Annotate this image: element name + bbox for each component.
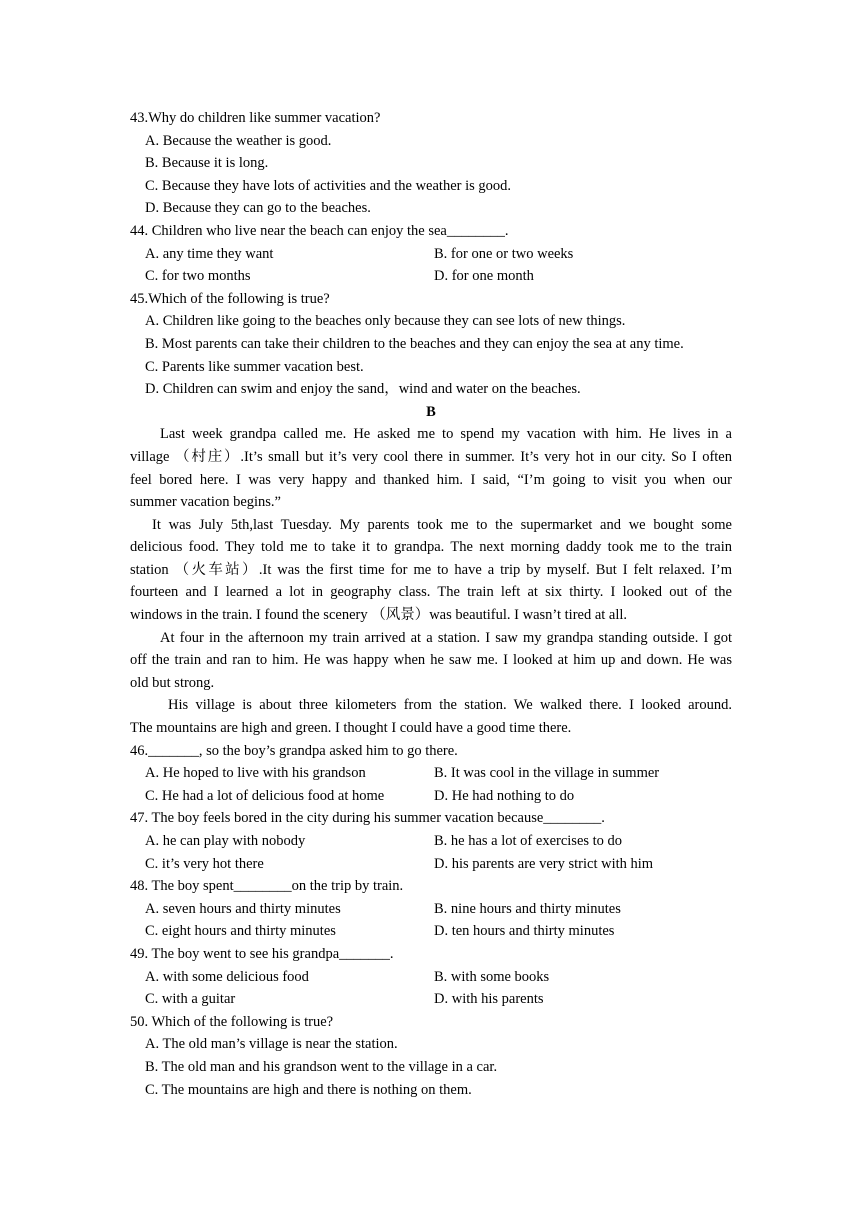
q45-option-a: A. Children like going to the beaches only because they can see lots of new things.	[145, 313, 626, 330]
passage-line: off the train and ran to him. He was happy when he saw me. I looked at him up and down. He was	[130, 652, 732, 669]
passage-paragraph-2	[130, 514, 732, 627]
passage-line: It was July 5th,last Tuesday. My parents took me to the supermarket and we bought some	[152, 516, 732, 533]
passage-line: feel bored here. I was very happy and thanked him. I said, “I’m going to visit you when our	[130, 471, 732, 488]
question-45: 45.Which of the following is true?	[130, 290, 330, 307]
q47-option-a: A. he can play with nobody	[145, 833, 306, 849]
passage-line: Last week grandpa called me. He asked me to spend my vacation with him. He lives in a	[160, 426, 732, 443]
exam-page	[130, 107, 732, 1101]
q48-option-a: A. seven hours and thirty minutes	[145, 900, 341, 917]
question-49: 49. The boy went to see his grandpa_______.	[130, 945, 394, 962]
q48-options-row-1	[130, 898, 732, 921]
q46-options-row-1	[130, 762, 732, 785]
q48-option-c: C. eight hours and thirty minutes	[145, 923, 336, 940]
q46-option-c: C. He had a lot of delicious food at home	[145, 787, 385, 804]
q49-option-b: B. with some books	[434, 968, 550, 985]
q47-option-c: C. it’s very hot there	[145, 855, 264, 872]
q47-options-row-1	[130, 830, 732, 853]
question-50: 50. Which of the following is true?	[130, 1013, 334, 1030]
q49-options-row-1	[130, 966, 732, 989]
q46-option-b: B. It was cool in the village in summer	[434, 765, 660, 782]
passage-line: village （村庄）.It’s small but it’s very cool there in summer. It’s very hot in our city. So I often	[130, 448, 732, 465]
passage-line: summer vacation begins.”	[130, 494, 281, 511]
question-43: 43.Why do children like summer vacation?	[130, 110, 381, 126]
q44-option-d: D. for one month	[434, 268, 534, 285]
q45-option-b: B. Most parents can take their children to the beaches and they can enjoy the sea at any time.	[145, 335, 684, 352]
q46-option-d: D. He had nothing to do	[434, 787, 575, 804]
q43-option-b: B. Because it is long.	[145, 155, 269, 172]
q44-option-b: B. for one or two weeks	[434, 245, 574, 262]
passage-line: old but strong.	[130, 674, 215, 691]
question-44: 44. Children who live near the beach can enjoy the sea________.	[130, 222, 509, 239]
passage-line: delicious food. They told me to take it to grandpa. The next morning daddy took me to the train	[130, 539, 732, 556]
q45-option-d: D. Children can swim and enjoy the sand，wind and water on the beaches.	[145, 381, 581, 398]
passage-line: At four in the afternoon my train arrived at a station. I saw my grandpa standing outside. I got	[160, 629, 732, 646]
q44-options-row-2	[130, 265, 732, 288]
question-48: 48. The boy spent________on the trip by train.	[130, 878, 404, 895]
q44-option-c: C. for two months	[145, 268, 251, 285]
question-47: 47. The boy feels bored in the city during his summer vacation because________.	[130, 810, 605, 827]
q48-option-d: D. ten hours and thirty minutes	[434, 923, 615, 940]
q46-option-a: A. He hoped to live with his grandson	[145, 765, 366, 782]
passage-paragraph-3	[130, 627, 732, 695]
q45-option-c: C. Parents like summer vacation best.	[145, 358, 364, 375]
question-46: 46._______, so the boy’s grandpa asked him to go there.	[130, 742, 458, 759]
q44-option-a: A. any time they want	[145, 245, 274, 262]
q47-option-b: B. he has a lot of exercises to do	[434, 833, 623, 849]
passage-line: The mountains are high and green. I thought I could have a good time there.	[130, 720, 572, 737]
q43-option-c: C. Because they have lots of activities and the weather is good.	[145, 177, 512, 194]
section-b-heading: B	[426, 403, 436, 420]
q43-option-d: D. Because they can go to the beaches.	[145, 200, 371, 217]
q48-options-row-2	[130, 920, 732, 943]
q49-options-row-2	[130, 988, 732, 1011]
q46-options-row-2	[130, 785, 732, 808]
passage-line: fourteen and I learned a lot in geography class. The train left at six thirty. I looked out of the	[130, 584, 732, 601]
q49-option-a: A. with some delicious food	[145, 968, 309, 985]
q50-option-b: B. The old man and his grandson went to the village in a car.	[145, 1058, 498, 1075]
passage-paragraph-1	[130, 423, 732, 513]
q50-option-c: C. The mountains are high and there is nothing on them.	[145, 1081, 472, 1098]
q49-option-c: C. with a guitar	[145, 991, 236, 1008]
passage-line: His village is about three kilometers from the station. We walked there. I looked around.	[168, 697, 732, 714]
q44-options-row-1	[130, 243, 732, 266]
q48-option-b: B. nine hours and thirty minutes	[434, 900, 621, 917]
q47-options-row-2	[130, 853, 732, 876]
q43-option-a: A. Because the weather is good.	[145, 132, 332, 149]
q49-option-d: D. with his parents	[434, 991, 544, 1008]
q47-option-d: D. his parents are very strict with him	[434, 855, 654, 872]
passage-line: station （火车站）.It was the first time for me to have a trip by myself. But I felt relaxed. I’m	[130, 561, 732, 578]
passage-line: windows in the train. I found the scenery （风景）was beautiful. I wasn’t tired at all.	[130, 607, 628, 624]
passage-paragraph-4	[130, 694, 732, 739]
q50-option-a: A. The old man’s village is near the station.	[145, 1036, 398, 1053]
